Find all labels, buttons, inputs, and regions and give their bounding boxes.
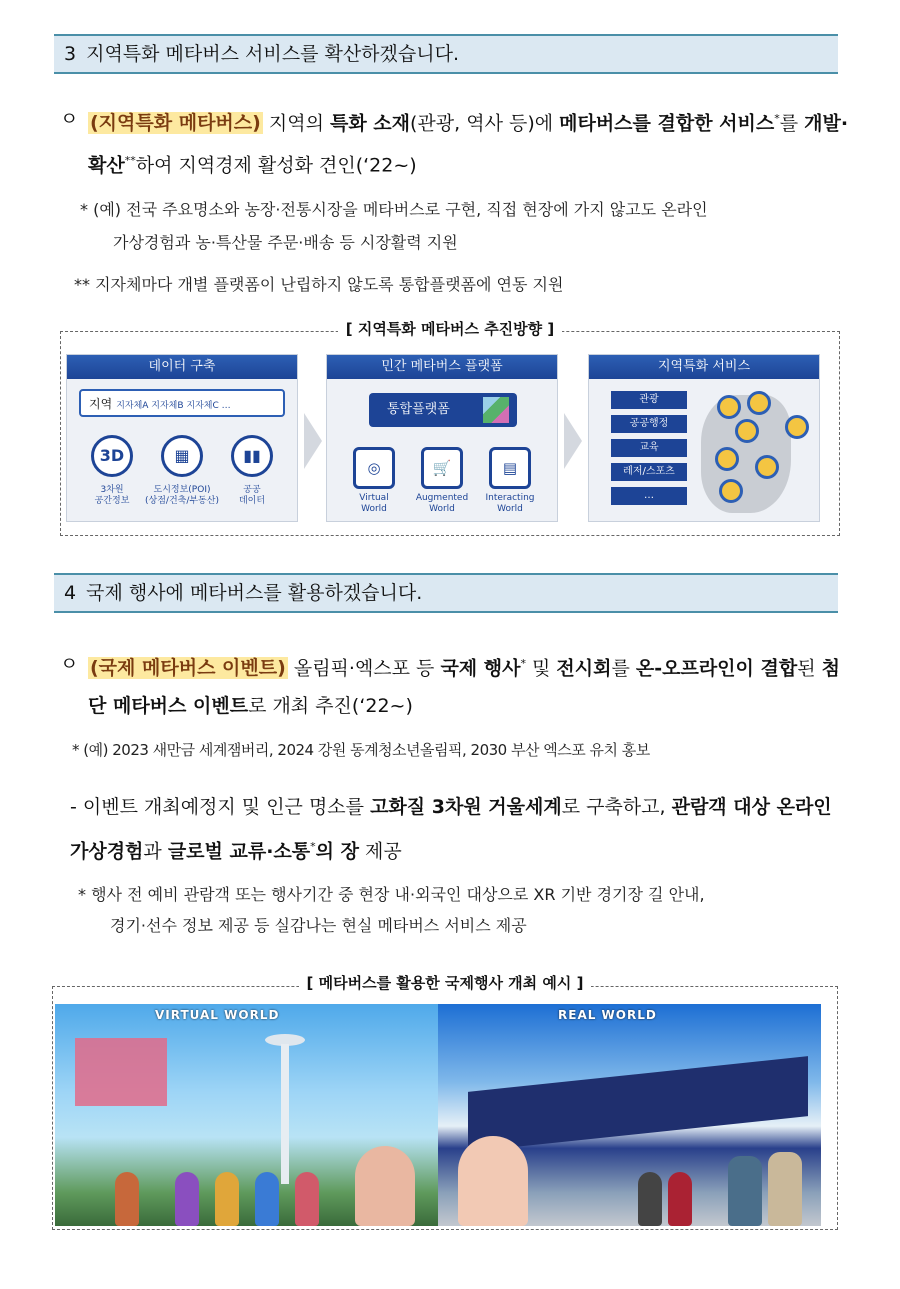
platform-label: 통합플랫폼 <box>387 402 450 417</box>
location-pin-icon <box>747 391 771 415</box>
bold-text: 특화 소재 <box>329 112 411 135</box>
service-item: 레저/스포츠 <box>611 463 687 481</box>
figure-title-text: [ 메타버스를 활용한 국제행사 개최 예시 ] <box>299 974 592 992</box>
stadium-image <box>468 1056 808 1152</box>
tower-image <box>265 1034 305 1184</box>
region-box <box>79 389 285 417</box>
footnote-mark: * <box>310 840 316 853</box>
service-item: … <box>611 487 687 505</box>
panel-regional-service <box>588 354 820 522</box>
world-label <box>470 493 550 515</box>
real-world-label: REAL WORLD <box>558 1008 657 1022</box>
person <box>768 1152 802 1226</box>
label: (상점/건축/부동산) <box>145 496 219 506</box>
label: World <box>497 504 523 514</box>
bold-text: 국제 행사 <box>440 657 521 680</box>
service-item: 교육 <box>611 439 687 457</box>
figure-international-event <box>52 972 838 1230</box>
service-item: 관광 <box>611 391 687 409</box>
section-4-bullet <box>60 645 850 725</box>
location-pin-icon <box>717 395 741 419</box>
chart-icon: ▮▮ <box>231 435 273 477</box>
section-3-bullet <box>60 100 850 185</box>
korea-map-icon <box>701 395 791 513</box>
label: Augmented <box>415 493 469 503</box>
text: 및 <box>525 657 557 680</box>
virtual-world-image <box>55 1004 438 1226</box>
section-3-header <box>54 34 838 74</box>
bold-text: 개발·확산 <box>88 112 849 177</box>
arrow-right-icon <box>304 413 322 469</box>
avatar <box>175 1172 199 1226</box>
bullet-text <box>88 100 850 185</box>
bullet-text <box>88 645 850 725</box>
text: (관광, 역사 등)에 <box>410 112 560 135</box>
bold-text: 전시회 <box>556 657 612 680</box>
section-number: 3 <box>64 43 77 65</box>
section-4-note-2: * 행사 전 예비 관람객 또는 행사기간 중 현장 내·외국인 대상으로 XR 기반 경기장 길 안내, <box>78 885 705 904</box>
section-title: 지역특화 메타버스 서비스를 확산하겠습니다. <box>86 43 459 65</box>
data-item-label <box>212 485 292 507</box>
dash-text <box>70 787 850 871</box>
section-4-note-2b: 경기·선수 정보 제공 등 실감나는 현실 메타버스 서비스 제공 <box>110 916 527 935</box>
text: 하여 지역경제 활성화 견인(‘22~) <box>135 154 417 177</box>
3d-icon: 3D <box>91 435 133 477</box>
event-photo <box>55 1004 821 1226</box>
integrated-platform-box <box>369 393 517 427</box>
footnote-mark: ** <box>124 154 136 168</box>
section-4-note-1: * (예) 2023 새만금 세계잼버리, 2024 강원 동계청소년올림픽, 2030 부산 엑스포 유치 홍보 <box>72 741 650 759</box>
figure-title <box>60 318 840 339</box>
label: 3차원 <box>100 485 124 495</box>
highlight-label: (지역특화 메타버스) <box>90 112 261 135</box>
cart-icon: 🛒 <box>421 447 463 489</box>
section-number: 4 <box>64 582 77 604</box>
person <box>638 1172 662 1226</box>
figure-title-text: [ 지역특화 메타버스 추진방향 ] <box>338 320 562 338</box>
arrow-right-icon <box>564 413 582 469</box>
section-4-dash-item <box>70 787 850 871</box>
panel-private-platform <box>326 354 558 522</box>
label: Interacting <box>485 493 535 503</box>
text: 된 <box>797 657 822 680</box>
section-3-note-1: * (예) 전국 주요명소와 농장·전통시장을 메타버스로 구현, 직접 현장에 가지 않고도 온라인 <box>80 200 708 219</box>
panel-data-build <box>66 354 298 522</box>
highlight-label: (국제 메타버스 이벤트) <box>90 657 286 680</box>
location-pin-icon <box>785 415 809 439</box>
panel-header: 지역특화 서비스 <box>589 355 819 379</box>
bold-text: 고화질 3차원 거울세계 <box>370 796 562 818</box>
figure-metaverse-direction <box>60 318 840 538</box>
location-pin-icon <box>719 479 743 503</box>
text: - 이벤트 개최예정지 및 인근 명소를 <box>70 796 371 818</box>
section-3-note-1b: 가상경험과 농·특산물 주문·배송 등 시장활력 지원 <box>113 233 458 252</box>
virtual-world-label: VIRTUAL WORLD <box>155 1008 280 1022</box>
globe-icon: ◎ <box>353 447 395 489</box>
text: 로 개최 추진(‘22~) <box>248 695 413 718</box>
presentation-icon: ▤ <box>489 447 531 489</box>
text: 과 <box>143 840 168 863</box>
bold-text: 온-오프라인이 결합 <box>635 657 798 680</box>
person <box>668 1172 692 1226</box>
location-pin-icon <box>715 447 739 471</box>
avatar <box>215 1172 239 1226</box>
label: World <box>361 504 387 514</box>
panel-header: 데이터 구축 <box>67 355 297 379</box>
label: 데이터 <box>238 496 266 506</box>
avatar <box>295 1172 319 1226</box>
label: World <box>429 504 455 514</box>
text: 를 <box>611 657 636 680</box>
bold-text: 관람객 대상 온라인 가상경험 <box>70 796 832 863</box>
text: 올림픽·엑스포 등 <box>287 657 441 680</box>
cube-icon <box>483 397 509 423</box>
location-pin-icon <box>755 455 779 479</box>
text: 를 <box>779 112 805 135</box>
text: 제공 <box>358 840 402 863</box>
real-world-image <box>438 1004 821 1226</box>
bold-text: 글로벌 교류·소통 <box>167 840 311 863</box>
avatar <box>255 1172 279 1226</box>
region-list: 지자체A 지자체B 지자체C … <box>116 401 231 411</box>
service-item: 공공행정 <box>611 415 687 433</box>
bold-text: 의 장 <box>315 840 359 863</box>
billboard-image <box>75 1038 167 1106</box>
label: Virtual <box>359 493 389 503</box>
footnote-mark: * <box>520 657 526 670</box>
text: 지역의 <box>262 112 330 135</box>
bullet-mark: ㅇ <box>60 653 79 675</box>
data-item-label <box>142 485 222 507</box>
person <box>458 1136 528 1226</box>
section-3-note-2: ** 지자체마다 개별 플랫폼이 난립하지 않도록 통합플랫폼에 연동 지원 <box>74 275 564 294</box>
person <box>728 1156 762 1226</box>
footnote-mark: * <box>774 112 780 125</box>
location-pin-icon <box>735 419 759 443</box>
text: 로 구축하고, <box>561 796 672 818</box>
avatar <box>355 1146 415 1226</box>
tower-stem <box>281 1044 289 1184</box>
section-title: 국제 행사에 메타버스를 활용하겠습니다. <box>86 582 423 604</box>
label: 도시정보(POI) <box>153 485 211 495</box>
section-4-header <box>54 573 838 613</box>
bold-text: 첨단 메타버스 이벤트 <box>88 657 840 718</box>
building-icon: ▦ <box>161 435 203 477</box>
data-item-label <box>72 485 152 507</box>
bold-text: 메타버스를 결합한 서비스 <box>559 112 775 135</box>
label: 공간정보 <box>94 496 130 506</box>
bullet-mark: ㅇ <box>60 108 79 130</box>
region-label: 지역 <box>89 397 113 411</box>
panel-header: 민간 메타버스 플랫폼 <box>327 355 557 379</box>
figure-title <box>52 972 838 993</box>
avatar <box>115 1172 139 1226</box>
label: 공공 <box>243 485 261 495</box>
